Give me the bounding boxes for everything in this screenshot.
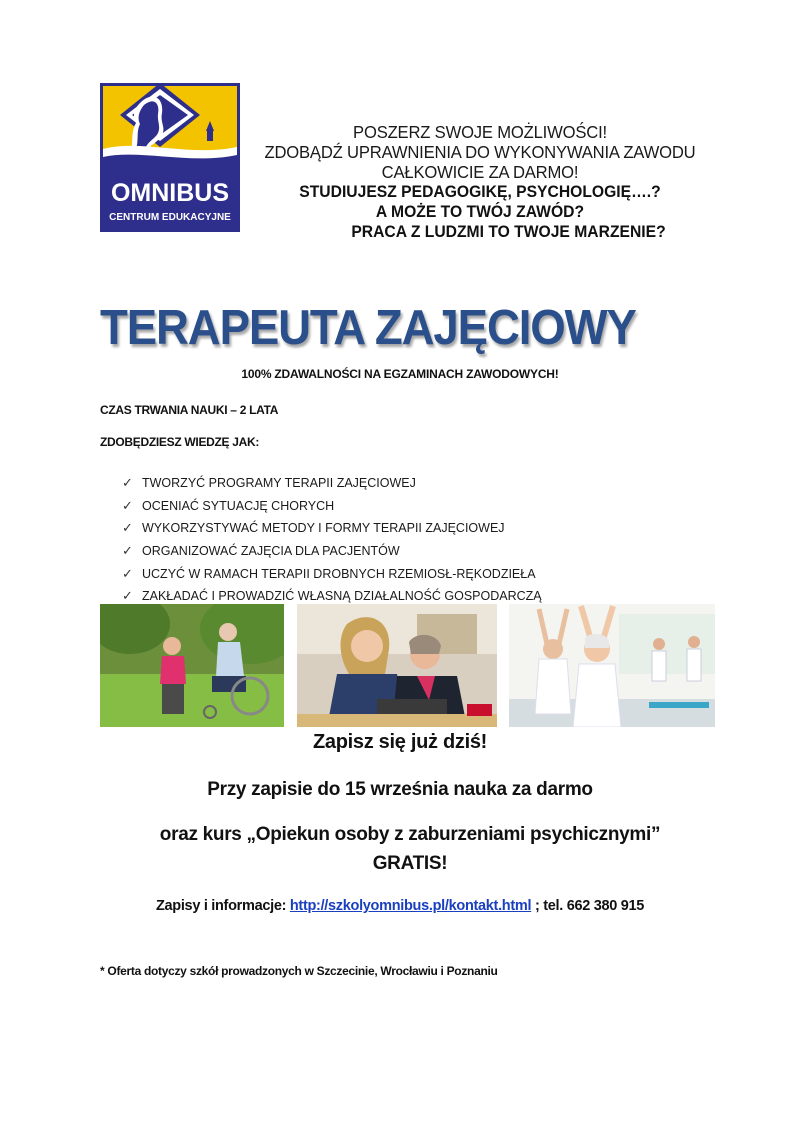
contact-link[interactable]: http://szkolyomnibus.pl/kontakt.html <box>289 898 532 914</box>
skill-text: UCZYĆ W RAMACH TERAPII DROBNYCH RZEMIOSŁ-RĘKODZIEŁA <box>142 566 536 581</box>
wheelchair-photo <box>100 604 284 727</box>
list-item <box>122 540 542 563</box>
skill-text: OCENIAĆ SYTUACJĘ CHORYCH <box>142 498 335 513</box>
pass-rate: 100% ZDAWALNOŚCI NA EGZAMINACH ZAWODOWYCH! <box>241 367 559 381</box>
omnibus-logo <box>100 83 240 232</box>
yoga-photo <box>509 604 715 727</box>
checkmark-icon: ✓ <box>122 475 133 491</box>
signup-headline: Zapisz się już dziś! <box>312 731 488 753</box>
free-offer-line-1: Przy zapisie do 15 września nauka za darmo <box>207 779 593 800</box>
header-line-2: ZDOBĄDŹ UPRAWNIENIA DO WYKONYWANIA ZAWODU <box>264 142 696 162</box>
skill-text: WYKORZYSTYWAĆ METODY I FORMY TERAPII ZAJĘCIOWEJ <box>142 521 505 536</box>
list-item <box>122 562 542 585</box>
skill-text: ZAKŁADAĆ I PROWADZIĆ WŁASNĄ DZIAŁALNOŚĆ GOSPODARCZĄ <box>142 589 542 604</box>
header-block <box>245 122 715 242</box>
skill-text: TWORZYĆ PROGRAMY TERAPII ZAJĘCIOWEJ <box>142 476 416 491</box>
free-offer-line-2: oraz kurs „Opiekun osoby z zaburzeniami psychicznymi” <box>159 824 661 845</box>
header-line-5: A MOŻE TO TWÓJ ZAWÓD? <box>375 203 585 221</box>
skills-list <box>122 472 542 608</box>
header-line-6: PRACA Z LUDZMI TO TWOJE MARZENIE? <box>351 223 666 241</box>
checkmark-icon: ✓ <box>122 543 133 559</box>
checkmark-icon: ✓ <box>122 565 133 581</box>
skill-text: ORGANIZOWAĆ ZAJĘCIA DLA PACJENTÓW <box>142 544 400 559</box>
list-item <box>122 517 542 540</box>
logo-brand: OMNIBUS <box>110 179 230 207</box>
header-line-3: CAŁKOWICIE ZA DARMO! <box>381 162 579 182</box>
course-duration: CZAS TRWANIA NAUKI – 2 LATA <box>100 403 279 417</box>
learn-heading: ZDOBĘDZIESZ WIEDZĘ JAK: <box>100 435 260 449</box>
free-offer-line-3: GRATIS! <box>372 853 448 874</box>
checkmark-icon: ✓ <box>122 588 133 604</box>
contact-label: Zapisy i informacje: <box>155 898 287 914</box>
header-line-1: POSZERZ SWOJE MOŻLIWOŚCI! <box>353 122 607 142</box>
list-item <box>122 472 542 495</box>
contact-phone: ; tel. 662 380 915 <box>534 898 645 914</box>
footnote: * Oferta dotyczy szkół prowadzonych w Szczecinie, Wrocławiu i Poznaniu <box>100 964 498 978</box>
logo-tagline: CENTRUM EDUKACYJNE <box>109 212 231 223</box>
omnibus-logo-graphic <box>100 83 240 232</box>
reading-photo <box>297 604 497 727</box>
main-title: TERAPEUTA ZAJĘCIOWY <box>100 301 636 355</box>
list-item <box>122 495 542 518</box>
header-line-4: STUDIUJESZ PEDAGOGIKĘ, PSYCHOLOGIĘ….? <box>299 183 661 201</box>
checkmark-icon: ✓ <box>122 497 133 513</box>
checkmark-icon: ✓ <box>122 520 133 536</box>
contact-line <box>100 898 700 914</box>
